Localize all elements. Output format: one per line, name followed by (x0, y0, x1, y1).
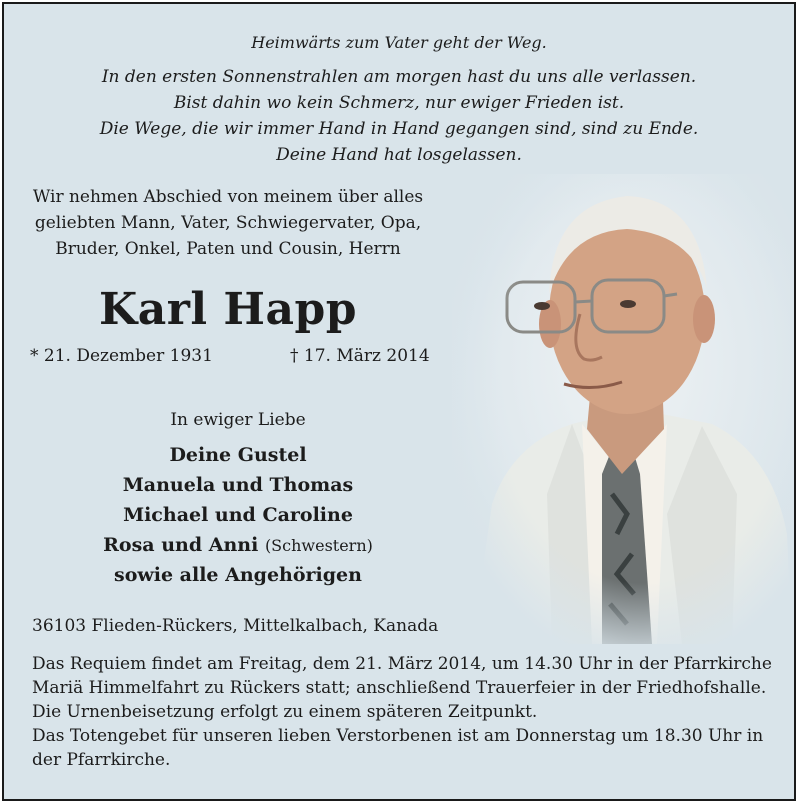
poem-title: Heimwärts zum Vater geht der Weg. (251, 33, 547, 52)
mourner-line: Manuela und Thomas (122, 474, 354, 496)
intro-line: Bruder, Onkel, Paten und Cousin, Herrn (55, 239, 401, 259)
birth-date: * 21. Dezember 1931 (30, 346, 213, 366)
service-line: Das Totengebet für unseren lieben Verstorbenen ist am Donnerstag um 18.30 Uhr in (32, 726, 764, 746)
portrait-photo (452, 174, 796, 644)
mourner-line: Rosa und Anni (103, 534, 259, 556)
service-line: Das Requiem findet am Freitag, dem 21. März 2014, um 14.30 Uhr in der Pfarrkirche (32, 654, 772, 674)
obituary-notice (2, 2, 796, 801)
mourners-closing: sowie alle Angehörigen (114, 564, 362, 586)
poem-line: Deine Hand hat losgelassen. (276, 145, 522, 165)
mourners-heading: In ewiger Liebe (170, 410, 306, 430)
service-line: Die Urnenbeisetzung erfolgt zu einem späteren Zeitpunkt. (32, 702, 538, 722)
poem-line: Bist dahin wo kein Schmerz, nur ewiger Frieden ist. (173, 93, 625, 113)
poem (4, 30, 794, 168)
intro-line: geliebten Mann, Vater, Schwiegervater, Opa, (34, 213, 422, 233)
deceased-name: Karl Happ (98, 284, 358, 335)
service-info (32, 652, 782, 772)
mourner-line: Michael und Caroline (123, 504, 353, 526)
mourner-line: Deine Gustel (169, 444, 307, 466)
mourner-line-sisters (18, 530, 458, 560)
location: 36103 Flieden-Rückers, Mittelkalbach, Kanada (32, 616, 439, 636)
poem-line: In den ersten Sonnenstrahlen am morgen hast du uns alle verlassen. (101, 67, 697, 87)
service-line: Mariä Himmelfahrt zu Rückers statt; anschließend Trauerfeier in der Friedhofshalle. (32, 678, 767, 698)
intro-text (18, 184, 438, 262)
sisters-note: (Schwestern) (264, 536, 373, 555)
poem-line: Die Wege, die wir immer Hand in Hand gegangen sind, sind zu Ende. (99, 119, 699, 139)
mourners-list (18, 440, 458, 590)
intro-line: Wir nehmen Abschied von meinem über alles (32, 187, 424, 207)
service-line: der Pfarrkirche. (32, 750, 171, 770)
death-date: † 17. März 2014 (290, 346, 430, 366)
